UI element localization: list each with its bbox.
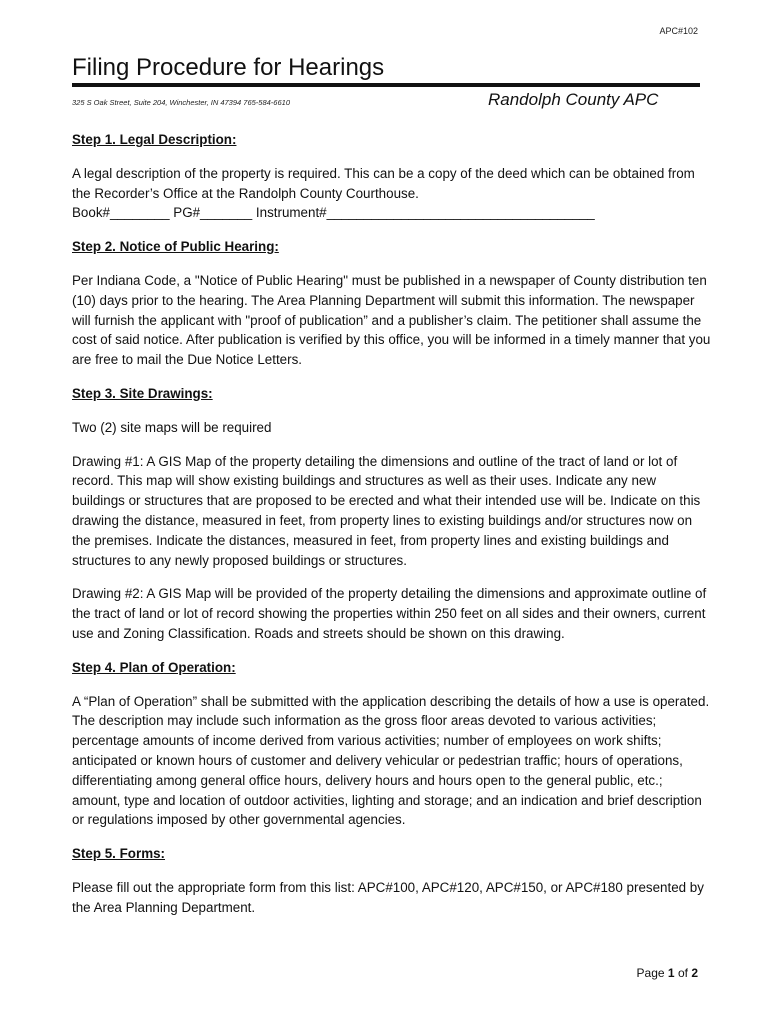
document-code: APC#102 [659, 26, 698, 36]
step-paragraph: A legal description of the property is required. This can be a copy of the deed which can be obtained from the Recorder’s Office at the Randolph County Courthouse. [72, 165, 695, 201]
page-total: 2 [691, 966, 698, 980]
step-5-section [72, 844, 712, 917]
step-paragraph: Drawing #1: A GIS Map of the property detailing the dimensions and outline of the tract of land or lot of record. This map will show existing buildings and structures as well as their uses. Indicate any new buildings or structures that are proposed to be erected and what their intended use will be. Indicate on this drawing the distance, measured in feet, from property lines to existing buildings and/or structures now on the premises. Indicate the distances, measured in feet, from property lines and existing buildings and structures to any newly proposed buildings or structures. [72, 453, 701, 568]
step-paragraph: Per Indiana Code, a "Notice of Public Hearing" must be published in a newspaper of County distribution ten (10) days prior to the hearing. The Area Planning Department will submit this information. The newspaper will furnish the applicant with "proof of publication” and a publisher’s claim. The petitioner shall assume the cost of said notice. After publication is verified by this office, you will be informed in a timely manner that you are free to mail the Due Notice Letters. [72, 272, 711, 368]
organization-name: Randolph County APC [488, 90, 659, 109]
step-4-section [72, 658, 712, 830]
page-of: of [677, 966, 688, 980]
step-paragraph: A “Plan of Operation” shall be submitted with the application describing the details of how a use is operated. The description may include such information as the gross floor areas devoted to various activities; percentage amounts of income derived from various activities; number of employees on work shifts; anticipated or known hours of customer and delivery vehicular or pedestrian traffic; hours of operations, differentiating among general office hours, delivery hours and hours open to the general public, etc.; amount, type and location of outdoor activities, lighting and storage; and an indication and brief description or regulations imposed by other governmental agencies. [72, 693, 710, 828]
header-divider [72, 83, 700, 87]
step-3-section [72, 384, 712, 644]
document-body [72, 130, 712, 932]
page-word: Page [636, 966, 665, 980]
step-paragraph: Drawing #2: A GIS Map will be provided of the property detailing the dimensions and approximate outline of the tract of land or lot of record showing the properties within 250 feet on all sides and their owners, current use and Zoning Classification. Roads and streets should be shown on this drawing. [72, 586, 707, 641]
office-address: 325 S Oak Street, Suite 204, Winchester, IN 47394 765-584-6610 [72, 98, 290, 107]
step-2-section [72, 237, 712, 370]
step-heading: Step 2. Notice of Public Hearing: [72, 239, 279, 255]
step-1-section [72, 130, 712, 223]
page-current: 1 [667, 966, 675, 980]
step-heading: Step 1. Legal Description: [72, 132, 237, 147]
page-title: Filing Procedure for Hearings [72, 54, 385, 81]
book-page-instrument-line: Book#________ PG#_______ Instrument#____________________________________ [72, 205, 595, 221]
step-heading: Step 4. Plan of Operation: [72, 659, 236, 675]
page-number [637, 966, 698, 980]
step-paragraph: Please fill out the appropriate form from this list: APC#100, APC#120, APC#150, or APC#180 presented by the Area Planning Department. [72, 879, 704, 915]
step-heading: Step 5. Forms: [72, 846, 166, 862]
step-heading: Step 3. Site Drawings: [72, 385, 213, 401]
step-paragraph: Two (2) site maps will be required [72, 419, 272, 435]
